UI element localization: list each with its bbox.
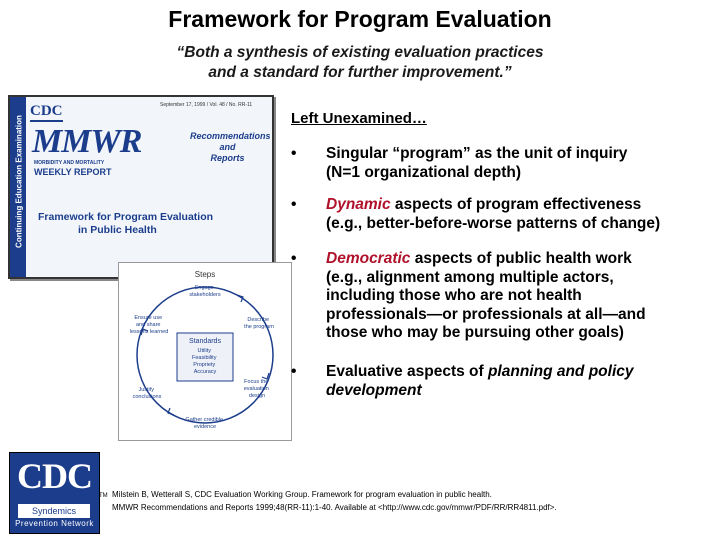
logo-syndemics-text: Syndemics xyxy=(18,504,90,518)
bullet-1-line-2: (N=1 organizational depth) xyxy=(326,163,522,181)
cover-recommendations xyxy=(190,131,271,164)
cover-side-strip xyxy=(10,97,26,277)
steps-label: Steps xyxy=(194,270,216,279)
cover-weekly-report: WEEKLY REPORT xyxy=(34,167,112,177)
cover-mmwr-logo: MMWR xyxy=(32,123,142,160)
slide-title: Framework for Program Evaluation xyxy=(168,6,552,32)
step-describe: Describe the program xyxy=(244,317,274,330)
bullet-2-line-2: (e.g., better-before-worse patterns of change) xyxy=(326,214,661,232)
bullet-4-emphasis: planning and policy xyxy=(487,363,634,380)
bullet-4-line-1: Evaluative aspects of planning and policy xyxy=(326,363,634,380)
citation-line-2: MMWR Recommendations and Reports 1999;48(RR-11):1-40. Available at <http://www.cdc.gov/mmwr/PDF/RR/RR4811.pdf>. xyxy=(112,503,557,512)
bullet-2-emphasis: Dynamic xyxy=(326,196,391,213)
logo-prevention-text: Prevention Network xyxy=(15,519,94,528)
mmwr-cover-image xyxy=(8,95,274,279)
bullet-3-line-2: (e.g., alignment among multiple actors, xyxy=(326,268,614,286)
logo-cdc-text: CDC xyxy=(17,456,92,496)
cover-rec-line-1: Recommendations xyxy=(190,131,271,141)
step-ensure: Ensure use and share lessons learned xyxy=(129,315,169,335)
cover-fw-line-1: Framework for Program Evaluation xyxy=(38,211,214,223)
bullet-4-text xyxy=(326,363,634,400)
bullet-4-line-2: development xyxy=(326,381,422,399)
standards-items: Utility Feasibility Propriety Accuracy xyxy=(192,348,217,375)
trademark-mark: TM xyxy=(99,493,108,499)
bullet-3-emphasis: Democratic xyxy=(326,250,411,267)
cover-date: September 17, 1999 / Vol. 48 / No. RR-11 xyxy=(160,102,253,108)
bullet-2-marker: • xyxy=(291,196,297,213)
bullet-1-line-1: Singular “program” as the unit of inquiry xyxy=(326,145,628,162)
bullet-2-text xyxy=(326,196,660,233)
cycle-arrow-3 xyxy=(168,408,174,415)
step-gather: Gather credible evidence xyxy=(185,417,224,430)
cover-fw-line-2: in Public Health xyxy=(78,224,157,236)
steps-diagram xyxy=(118,262,292,441)
bullet-4-marker: • xyxy=(291,363,297,380)
step-focus: Focus the evaluation design xyxy=(243,379,269,399)
step-engage: Engage stakeholders xyxy=(189,285,221,298)
standards-label: Standards xyxy=(189,338,221,345)
quote-line-1: “Both a synthesis of existing evaluation practices xyxy=(176,44,544,61)
bullet-3-line-1: Democratic aspects of public health work xyxy=(326,250,632,267)
bullet-3-marker: • xyxy=(291,250,297,267)
cover-rec-line-3: Reports xyxy=(210,153,245,163)
bullet-2-line-1: Dynamic aspects of program effectiveness xyxy=(326,196,642,213)
cover-morbidity-text: MORBIDITY AND MORTALITY xyxy=(34,160,105,166)
citation-line-1: Milstein B, Wetterall S, CDC Evaluation Working Group. Framework for program evaluation in public health. xyxy=(112,490,492,499)
bullet-1-text xyxy=(326,145,627,182)
bullet-3-line-4: professionals—or professionals at all—and xyxy=(326,305,646,323)
step-justify: Justify conclusions xyxy=(132,387,162,400)
cover-framework-title xyxy=(38,211,268,237)
cover-cdc-logo: CDC xyxy=(30,103,63,122)
cover-strip-text: Continuing Education Examination xyxy=(14,115,24,248)
bullet-3-line-5: those who may be pursuing other goals) xyxy=(326,324,624,341)
bullet-1-marker: • xyxy=(291,145,297,162)
cdc-syndemics-logo xyxy=(9,452,100,534)
left-unexamined-heading: Left Unexamined… xyxy=(291,110,427,127)
bullet-3-line-3: including those who are not health xyxy=(326,287,582,304)
bullet-3-text xyxy=(326,250,646,343)
cover-rec-line-2: and xyxy=(219,142,236,152)
quote-line-2: and a standard for further improvement.” xyxy=(208,64,512,81)
